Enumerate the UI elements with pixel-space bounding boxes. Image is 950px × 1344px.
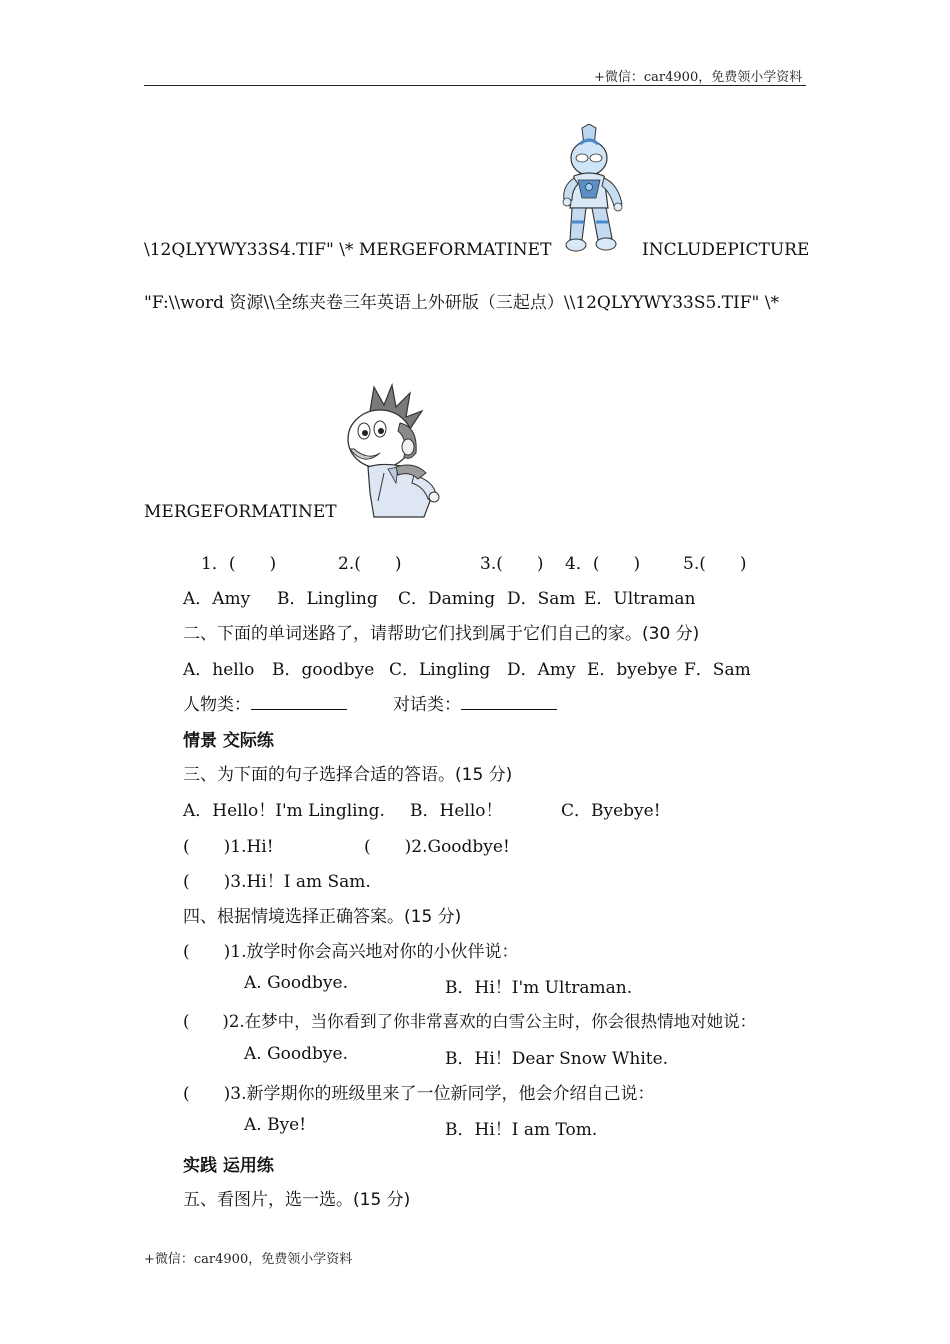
- ultraman-figure-image: [552, 124, 627, 258]
- q2-category-dialogue: [393, 690, 557, 715]
- q1-option-d: D．Sam: [507, 589, 576, 609]
- q2-option-f: F．Sam: [684, 660, 751, 680]
- cartoon-boy-figure-image: [334, 383, 444, 519]
- q2-category-people-label: 人物类：: [183, 695, 251, 715]
- q1-item-4: 4．( ): [565, 554, 641, 574]
- field-code-line-1: \12QLYYWY33S4.TIF" \* MERGEFORMATINET: [144, 240, 552, 260]
- q2-option-c: C．Lingling: [389, 660, 491, 680]
- q4-item-3-option-a: A. Bye!: [244, 1115, 307, 1135]
- q4-item-3-stem: ( )3.新学期你的班级里来了一位新同学，他会介绍自己说：: [183, 1084, 655, 1104]
- field-code-line-2: "F:\\word 资源\\全练夹卷三年英语上外研版（三起点）\\12QLYYWY33S5.TIF" \*: [144, 293, 780, 313]
- q1-option-a: A．Amy: [183, 589, 251, 609]
- q4-item-3-option-b: B．Hi！I am Tom.: [445, 1120, 598, 1140]
- q1-item-3: 3.( ): [480, 554, 544, 574]
- q2-category-people: [183, 690, 347, 715]
- q4-item-2-option-b: B．Hi！Dear Snow White.: [445, 1049, 669, 1069]
- q3-item-2: ( )2.Goodbye!: [364, 837, 510, 857]
- q4-item-2-stem: ( )2.在梦中，当你看到了你非常喜欢的白雪公主时，你会很热情地对她说：: [183, 1012, 757, 1031]
- q2-option-a: A．hello: [183, 660, 255, 680]
- field-code-line-1-right: INCLUDEPICTURE: [642, 240, 810, 260]
- q3-option-b: B．Hello！: [410, 801, 503, 821]
- q2-people-answer-blank[interactable]: [251, 695, 347, 710]
- q3-title: 三、为下面的句子选择合适的答语。(15 分): [183, 765, 513, 785]
- section-title-practice: 实践 运用练: [183, 1156, 274, 1176]
- q2-option-d: D．Amy: [507, 660, 576, 680]
- q2-title: 二、下面的单词迷路了，请帮助它们找到属于它们自己的家。(30 分): [183, 624, 700, 644]
- q3-option-c: C．Byebye!: [561, 801, 661, 821]
- footer-note: +微信：car4900，免费领小学资料: [144, 1252, 353, 1267]
- q2-dialogue-answer-blank[interactable]: [461, 695, 557, 710]
- q4-title: 四、根据情境选择正确答案。(15 分): [183, 907, 462, 927]
- q2-category-dialogue-label: 对话类：: [393, 695, 461, 715]
- field-code-line-3: MERGEFORMATINET: [144, 502, 337, 522]
- q5-title: 五、看图片，选一选。(15 分): [183, 1190, 411, 1210]
- q4-item-1-stem: ( )1.放学时你会高兴地对你的小伙伴说：: [183, 942, 519, 962]
- q1-item-2: 2.( ): [338, 554, 402, 574]
- q2-option-e: E．byebye: [587, 660, 678, 680]
- header-rule: [144, 85, 806, 86]
- q1-item-1: 1．( ): [201, 554, 277, 574]
- section-title-communication: 情景 交际练: [183, 731, 274, 751]
- q1-option-b: B．Lingling: [277, 589, 378, 609]
- q3-item-1: ( )1.Hi!: [183, 837, 274, 857]
- q1-item-5: 5.( ): [683, 554, 747, 574]
- q1-option-c: C．Daming: [398, 589, 496, 609]
- q3-item-3: ( )3.Hi！I am Sam.: [183, 872, 371, 892]
- q2-option-b: B．goodbye: [272, 660, 375, 680]
- q1-option-e: E．Ultraman: [584, 589, 696, 609]
- header-note: +微信：car4900，免费领小学资料: [594, 70, 803, 85]
- q3-option-a: A．Hello！I'm Lingling.: [183, 801, 385, 821]
- q4-item-1-option-b: B．Hi！I'm Ultraman.: [445, 978, 633, 998]
- q4-item-1-option-a: A. Goodbye.: [244, 973, 348, 993]
- q4-item-2-option-a: A. Goodbye.: [244, 1044, 348, 1064]
